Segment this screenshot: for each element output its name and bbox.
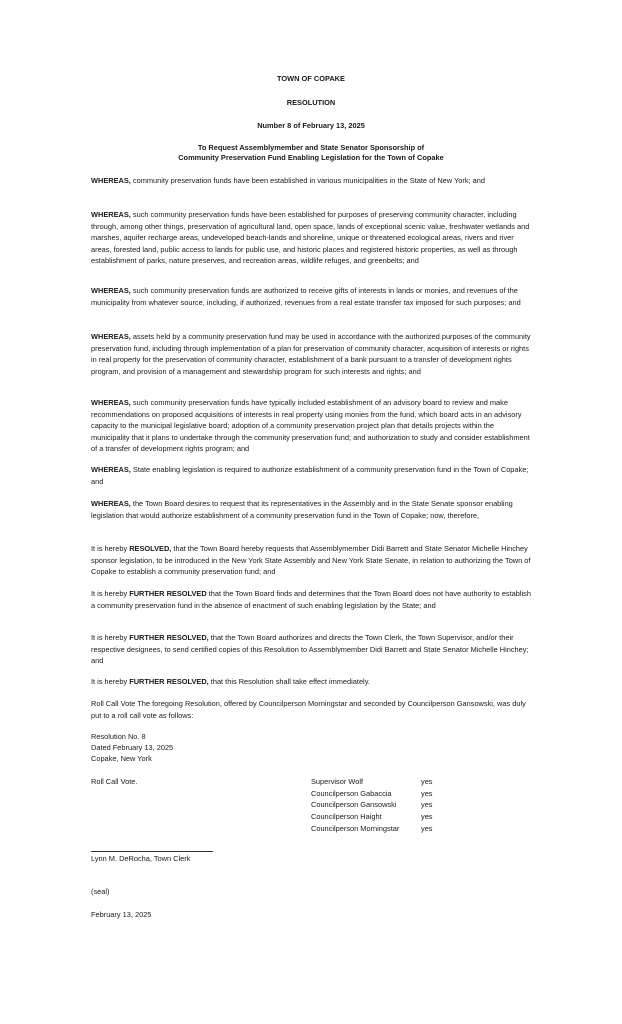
voter-name: Councilperson Haight bbox=[311, 812, 382, 822]
voter-name: Councilperson Gabaccia bbox=[311, 788, 392, 798]
document-kind-heading: RESOLUTION bbox=[286, 98, 336, 107]
resolution-number-heading: Number 8 of February 13, 2025 bbox=[257, 121, 365, 130]
paragraph-prefix: It is hereby bbox=[91, 633, 130, 642]
vote-row bbox=[311, 788, 451, 800]
whereas-paragraph bbox=[91, 498, 533, 521]
whereas-paragraph bbox=[91, 331, 533, 377]
further-resolved-paragraph bbox=[91, 632, 533, 667]
paragraph-lead: WHEREAS, bbox=[91, 398, 131, 407]
voter-name: Supervisor Wolf bbox=[311, 777, 364, 786]
resolution-number-line: Resolution No. 8 bbox=[91, 732, 146, 741]
whereas-paragraph bbox=[91, 285, 533, 308]
paragraph-text: such community preservation funds have been established for purposes of preserving community character, including through, among other things, preservation of agricultural land, open space, lands of exceptional scenic value, freshwater wetlands and marshes, aquifer recharge areas, undeveloped beach-lands and shoreline, unique or threatened ecological areas, rivers and river areas, forested land, public access to lands for public use, and historic places and registered historic properties, as well as through establishment of parks, nature preserves, and recreation areas, wildlife refuges, and greenbelts; and bbox=[91, 210, 530, 265]
paragraph-text: such community preservation funds have typically included establishment of an advisory board to review and make recommendations on proposed acquisitions of interests in real property using monies from the fund, which board acts in an advisory capacity to the municipal legislative board; adoption of a community preservation project plan that details projects within the municipality that it plans to undertake through the community preservation fund; and authorization to study and consider establishment of a transfer of development rights program; and bbox=[91, 398, 530, 453]
paragraph-lead: FURTHER RESOLVED, bbox=[129, 677, 209, 686]
paragraph-lead: FURTHER RESOLVED, bbox=[129, 633, 209, 642]
vote-value: yes bbox=[421, 777, 433, 786]
paragraph-lead: FURTHER RESOLVED bbox=[129, 589, 207, 598]
seal-label: (seal) bbox=[91, 887, 110, 896]
whereas-paragraph bbox=[91, 175, 533, 187]
town-heading: TOWN OF COPAKE bbox=[277, 74, 345, 83]
whereas-paragraph bbox=[91, 209, 533, 267]
paragraph-text: assets held by a community preservation fund may be used in accordance with the authorized purposes of the community preservation fund, including through implementation of a plan for preservation of community character, acquisition of interests or rights in real property for the preservation of community character, establishment of a bank pursuant to a transfer of development rights program, and provision of a management and stewardship program for such interests and rights; and bbox=[91, 332, 531, 376]
vote-value: yes bbox=[421, 788, 433, 798]
signature-date: February 13, 2025 bbox=[91, 910, 152, 919]
title-line-2: Community Preservation Fund Enabling Legislation for the Town of Copake bbox=[178, 153, 444, 162]
paragraph-text: that this Resolution shall take effect immediately. bbox=[208, 677, 370, 686]
paragraph-text: that the Town Board hereby requests that Assemblymember Didi Barrett and State Senator Michelle Hinchey sponsor legislation, to be introduced in the New York State Assembly and New York State Senate, in relation to authorizing the Town of Copake to establish a community preservation fund; and bbox=[91, 544, 531, 576]
paragraph-text: State enabling legislation is required to authorize establishment of a community preservation fund in the Town of Copake; and bbox=[91, 465, 529, 486]
roll-call-paragraph bbox=[91, 698, 533, 721]
resolved-paragraph bbox=[91, 543, 533, 578]
paragraph-prefix: It is hereby bbox=[91, 589, 130, 598]
paragraph-lead: WHEREAS, bbox=[91, 465, 131, 474]
voter-name: Councilperson Gansowski bbox=[311, 800, 397, 810]
vote-value: yes bbox=[421, 823, 433, 833]
voter-name: Councilperson Morningstar bbox=[311, 823, 400, 833]
further-resolved-paragraph bbox=[91, 588, 533, 611]
vote-table bbox=[311, 776, 451, 834]
whereas-paragraph bbox=[91, 397, 533, 455]
paragraph-lead: WHEREAS, bbox=[91, 176, 131, 185]
vote-value: yes bbox=[421, 800, 433, 810]
vote-row bbox=[311, 823, 451, 835]
title-line-1: To Request Assemblymember and State Senator Sponsorship of bbox=[197, 143, 425, 152]
paragraph-prefix: It is hereby bbox=[91, 544, 130, 553]
dated-line: Dated February 13, 2025 bbox=[91, 743, 174, 752]
paragraph-text: the Town Board desires to request that its representatives in the Assembly and in the State Senate sponsor enabling legislation that would authorize establishment of a community preservation fund in the Town of Copake; now, therefore, bbox=[91, 499, 513, 520]
vote-value: yes bbox=[421, 812, 433, 822]
paragraph-lead: WHEREAS, bbox=[91, 499, 131, 508]
roll-call-label: Roll Call Vote. bbox=[91, 777, 138, 786]
paragraph-text: that the Town Board finds and determines that the Town Board does not have authority to establish a community preservation fund in the absence of enactment of such enabling legislation by the State; and bbox=[91, 589, 531, 610]
vote-row bbox=[311, 811, 451, 823]
paragraph-lead: WHEREAS, bbox=[91, 210, 131, 219]
paragraph-prefix: It is hereby bbox=[91, 677, 130, 686]
paragraph-text: community preservation funds have been established in various municipalities in the State of New York; and bbox=[130, 176, 485, 185]
paragraph-lead: RESOLVED, bbox=[129, 544, 172, 553]
paragraph-text: that the Town Board authorizes and directs the Town Clerk, the Town Supervisor, and/or their respective designees, to send certified copies of this Resolution to Assemblymember Didi Barrett and State Senator Michelle Hinchey; and bbox=[91, 633, 529, 665]
paragraph-lead: WHEREAS, bbox=[91, 332, 131, 341]
vote-row bbox=[311, 799, 451, 811]
further-resolved-paragraph bbox=[91, 676, 533, 688]
paragraph-text: such community preservation funds are authorized to receive gifts of interests in lands or monies, and revenues of the municipality from whatever source, including, if authorized, revenues from a real estate transfer tax imposed for such purposes; and bbox=[91, 286, 521, 307]
signature-line bbox=[91, 851, 213, 852]
whereas-paragraph bbox=[91, 464, 533, 487]
signatory-name: Lynn M. DeRocha, Town Clerk bbox=[91, 854, 191, 863]
place-line: Copake, New York bbox=[91, 754, 152, 763]
paragraph-text: Roll Call Vote The foregoing Resolution, offered by Councilperson Morningstar and seconded by Councilperson Gansowski, was duly put to a roll call vote as follows: bbox=[91, 699, 526, 720]
paragraph-lead: WHEREAS, bbox=[91, 286, 131, 295]
vote-row bbox=[311, 776, 451, 788]
